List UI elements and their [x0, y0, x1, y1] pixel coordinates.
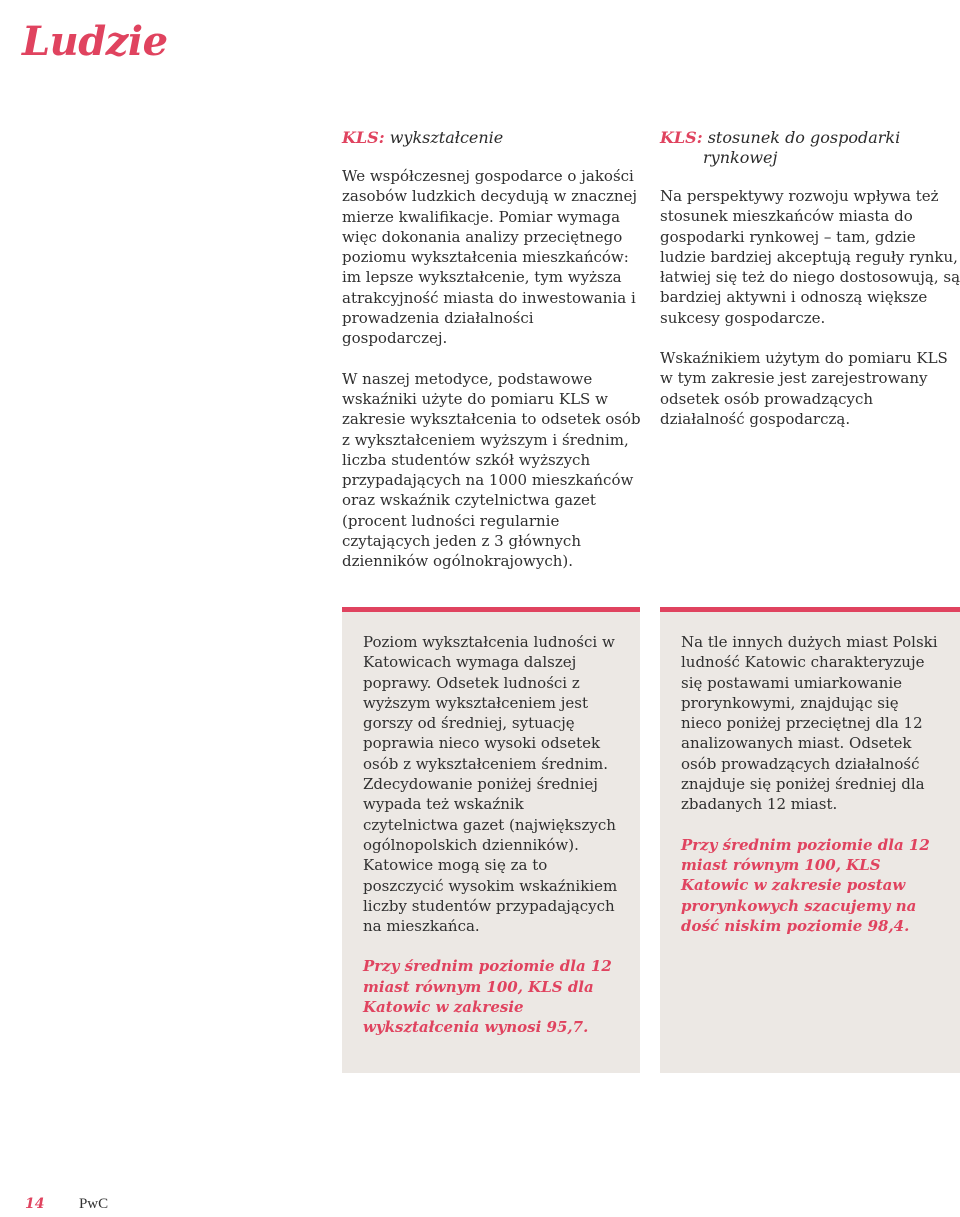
education-box-highlight: Przy średnim poziomie dla 12 miast równym 100, KLS dla Katowic w zakresie wykształcenia wynosi 95,7. [363, 957, 612, 1037]
education-box-text: Poziom wykształcenia ludności w Katowicach wymaga dalszej poprawy. Odsetek ludności z wyższym wykształceniem jest gorszy od średniej, sytuację poprawia nieco wysoki odsetek osób z wykształceniem średnim. Zdecydowanie poniżej średniej wypada też wskaźnik czytelnictwa gazet (największych ogólnopolskich dzienników). Katowice mogą się za to poszczycić wysokim wskaźnikiem liczby studentów przypadających na mieszkańca. [363, 633, 618, 936]
page-footer [25, 1196, 108, 1213]
market-heading-line1: stosunek do gospodarki [707, 128, 901, 147]
katowice-market-box [660, 607, 960, 1073]
market-heading-line2: rynkowej [703, 148, 778, 167]
katowice-education-box [342, 607, 640, 1073]
education-section [342, 128, 642, 592]
page-number: 14 [25, 1196, 45, 1212]
education-heading-text: wykształcenie [389, 128, 504, 147]
market-paragraph-2: Wskaźnikiem użytym do pomiaru KLS w tym zakresie jest zarejestrowany odsetek osób prowadzących działalność gospodarczą. [660, 349, 948, 428]
education-heading [342, 128, 642, 148]
kls-label: KLS: [342, 128, 385, 147]
page-title: Ludzie [22, 18, 168, 65]
market-box-highlight: Przy średnim poziomie dla 12 miast równym 100, KLS Katowic w zakresie postaw prorynkowych szacujemy na dość niskim poziomie 98,4. [681, 835, 930, 935]
market-box-text: Na tle innych dużych miast Polski ludność Katowic charakteryzuje się postawami umiarkowanie prorynkowymi, znajdując się nieco poniżej przeciętnej dla 12 analizowanych miast. Odsetek osób prowadzących działalność znajduje się poniżej średniej dla zbadanych 12 miast. [681, 633, 938, 814]
market-attitude-section [660, 128, 960, 449]
market-paragraph-1: Na perspektywy rozwoju wpływa też stosunek mieszkańców miasta do gospodarki rynkowej – tam, gdzie ludzie bardziej akceptują reguły rynku, łatwiej się też do niego dostosowują, są bardziej aktywni i odnoszą większe sukcesy gospodarcze. [660, 187, 960, 327]
kls-label: KLS: [660, 128, 703, 147]
education-paragraph-1: We współczesnej gospodarce o jakości zasobów ludzkich decydują w znacznej mierze kwalifikacje. Pomiar wymaga więc dokonania analizy przeciętnego poziomu wykształcenia mieszkańców: im lepsze wykształcenie, tym wyższa atrakcyjność miasta do inwestowania i prowadzenia działalności gospodarczej. [342, 167, 638, 348]
brand-name: PwC [78, 1196, 109, 1212]
education-paragraph-2: W naszej metodyce, podstawowe wskaźniki użyte do pomiaru KLS w zakresie wykształcenia to odsetek osób z wykształceniem wyższym i średnim, liczba studentów szkół wyższych przypadających na 1000 mieszkańców oraz wskaźnik czytelnictwa gazet (procent ludności regularnie czytających jeden z 3 głównych dzienników ogólnokrajowych). [342, 369, 641, 571]
market-heading [660, 128, 960, 168]
